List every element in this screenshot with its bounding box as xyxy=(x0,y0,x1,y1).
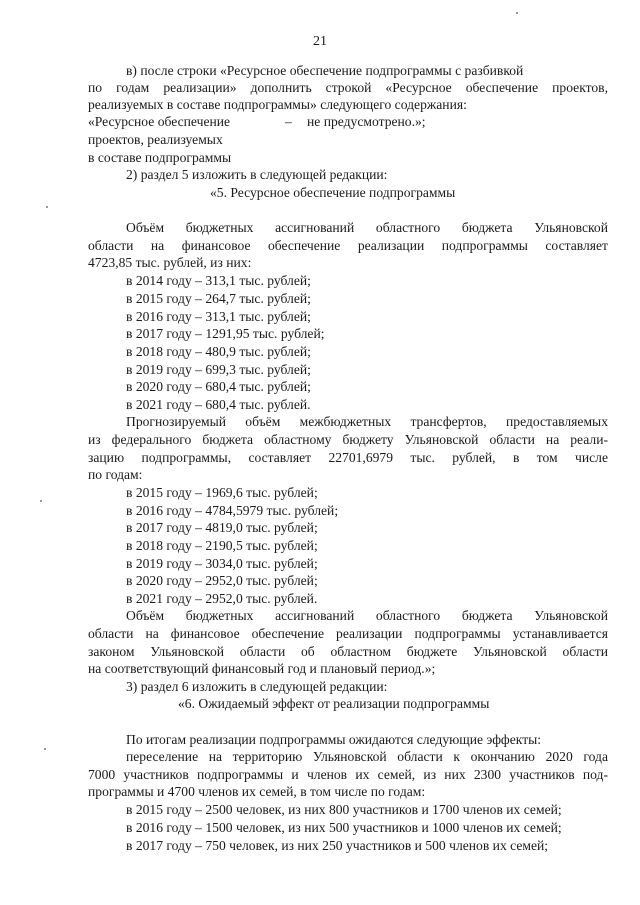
year-effect-item: в 2017 году – 750 человек, из них 250 участников и 500 членов их семей; xyxy=(126,838,549,853)
year-item: в 2014 году – 313,1 тыс. рублей; xyxy=(126,273,311,288)
para1-line-2: области на финансовое обеспечение реализации подпрограммы составляет xyxy=(88,238,608,253)
intro-line-1: в) после строки «Ресурсное обеспечение подпрограммы с разбивкой xyxy=(126,63,524,78)
para5-line-2: 7000 участников подпрограммы и членов их семей, из них 2300 участников под- xyxy=(88,767,608,782)
year-item: в 2019 году – 699,3 тыс. рублей; xyxy=(126,362,311,377)
year-item: в 2017 году – 4819,0 тыс. рублей; xyxy=(126,520,318,535)
section-5-title: «5. Ресурсное обеспечение подпрограммы xyxy=(210,185,456,200)
para2-line-1: Прогнозируемый объём межбюджетных трансфертов, предоставляемых xyxy=(126,414,608,429)
para3-line-3: законом Ульяновской области об областном бюджете Ульяновской области xyxy=(88,644,608,659)
year-item: в 2015 году – 1969,6 тыс. рублей; xyxy=(126,485,318,500)
para1-line-1: Объём бюджетных ассигнований областного бюджета Ульяновской xyxy=(126,220,608,235)
item-2: 2) раздел 5 изложить в следующей редакции: xyxy=(126,167,388,182)
scan-speck xyxy=(44,748,46,750)
para5-line-3: программы и 4700 членов их семей, в том числе по годам: xyxy=(88,784,426,799)
year-item: в 2019 году – 3034,0 тыс. рублей; xyxy=(126,556,318,571)
intro-line-2: по годам реализации» дополнить строкой «Ресурсное обеспечение проектов, xyxy=(88,80,608,95)
intro-line-3: реализуемых в составе подпрограммы» следующего содержания: xyxy=(88,97,467,112)
year-item: в 2020 году – 680,4 тыс. рублей; xyxy=(126,379,311,394)
table-row-dash: – xyxy=(285,114,292,129)
year-item: в 2018 году – 480,9 тыс. рублей; xyxy=(126,344,311,359)
table-row-label-3: в составе подпрограммы xyxy=(88,150,232,165)
section-6-title: «6. Ожидаемый эффект от реализации подпрограммы xyxy=(178,696,490,711)
para3-line-4: на соответствующий финансовый год и плановый период.»; xyxy=(88,661,436,676)
scan-speck xyxy=(40,500,42,502)
table-row-label-2: проектов, реализуемых xyxy=(88,132,223,147)
year-item: в 2020 году – 2952,0 тыс. рублей; xyxy=(126,573,318,588)
para2-line-4: по годам: xyxy=(88,467,143,482)
para2-line-2: из федерального бюджета областному бюджету Ульяновской области на реали- xyxy=(88,432,608,447)
scan-speck xyxy=(46,206,48,208)
year-effect-item: в 2015 году – 2500 человек, из них 800 участников и 1700 членов их семей; xyxy=(126,802,562,817)
year-item: в 2015 году – 264,7 тыс. рублей; xyxy=(126,291,311,306)
item-3: 3) раздел 6 изложить в следующей редакции: xyxy=(126,679,388,694)
table-row-value: не предусмотрено.»; xyxy=(307,114,426,129)
year-item: в 2016 году – 313,1 тыс. рублей; xyxy=(126,309,311,324)
para5-line-1: переселение на территорию Ульяновской области к окончанию 2020 года xyxy=(126,749,608,764)
para3-line-1: Объём бюджетных ассигнований областного бюджета Ульяновской xyxy=(126,608,608,623)
scan-speck xyxy=(516,12,518,14)
para1-line-3: 4723,85 тыс. рублей, из них: xyxy=(88,255,252,270)
year-item: в 2021 году – 680,4 тыс. рублей. xyxy=(126,397,311,412)
para3-line-2: области на финансовое обеспечение реализации подпрограммы устанавливается xyxy=(88,626,608,641)
year-effect-item: в 2016 году – 1500 человек, из них 500 участников и 1000 членов их семей; xyxy=(126,820,562,835)
table-row-label: «Ресурсное обеспечение xyxy=(88,114,231,129)
year-item: в 2021 году – 2952,0 тыс. рублей. xyxy=(126,591,318,606)
page-number: 21 xyxy=(313,34,327,49)
year-item: в 2018 году – 2190,5 тыс. рублей; xyxy=(126,538,318,553)
year-item: в 2017 году – 1291,95 тыс. рублей; xyxy=(126,326,325,341)
para2-line-3: зацию подпрограммы, составляет 22701,6979 тыс. рублей, в том числе xyxy=(88,450,608,465)
para4: По итогам реализации подпрограммы ожидаются следующие эффекты: xyxy=(126,732,542,747)
year-item: в 2016 году – 4784,5979 тыс. рублей; xyxy=(126,503,339,518)
